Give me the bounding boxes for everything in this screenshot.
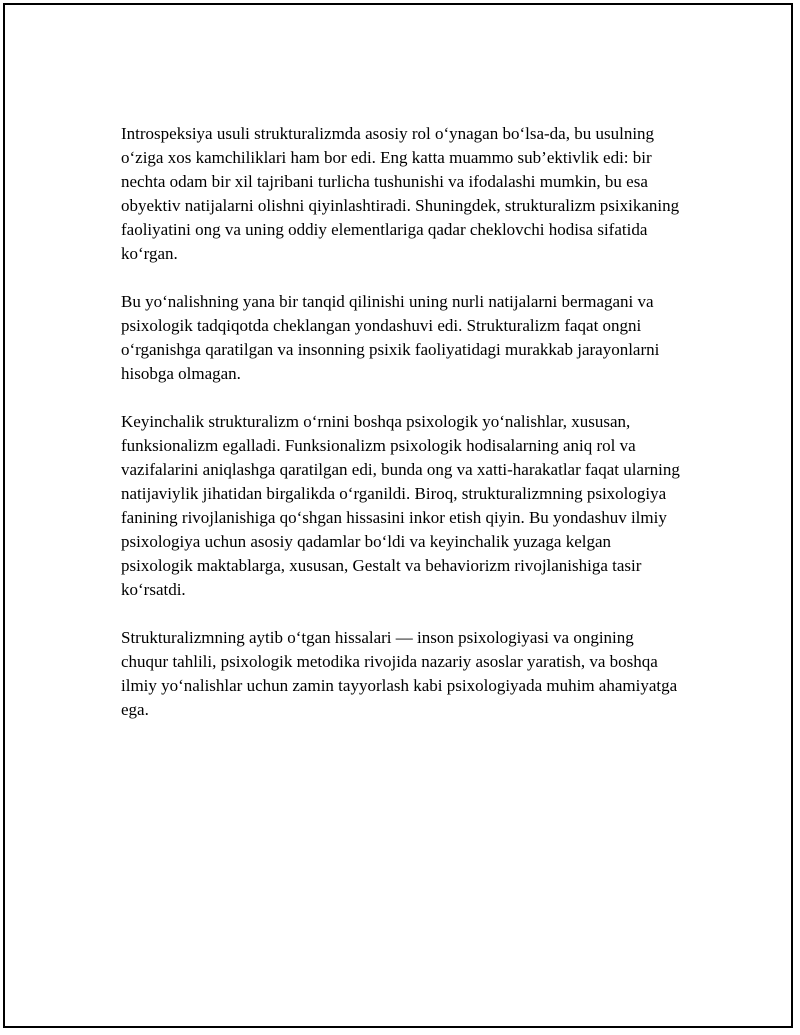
document-body <box>121 122 681 746</box>
paragraph-2: Bu yo‘nalishning yana bir tanqid qilinishi uning nurli natijalarni bermagani va psixologik tadqiqotda cheklangan yondashuvi edi. Strukturalizm faqat ongni o‘rganishga qaratilgan va insonning psixik faoliyatidagi murakkab jarayonlarni hisobga olmagan. <box>121 292 660 383</box>
paragraph-3: Keyinchalik strukturalizm o‘rnini boshqa psixologik yo‘nalishlar, xususan, funksionalizm egalladi. Funksionalizm psixologik hodisalarning aniq rol va vazifalarini aniqlashga qaratilgan edi, bunda ong va xatti-harakatlar faqat ularning natijaviylik jihatidan birgalikda o‘rganildi. Biroq, strukturalizmning psixologiya fanining rivojlanishiga qo‘shgan hissasini inkor etish qiyin. Bu yondashuv ilmiy psixologiya uchun asosiy qadamlar bo‘ldi va keyinchalik yuzaga kelgan psixologik maktablarga, xususan, Gestalt va behaviorizm rivojlanishiga tasir ko‘rsatdi. <box>121 412 680 599</box>
paragraph-1: Introspeksiya usuli strukturalizmda asosiy rol o‘ynagan bo‘lsa-da, bu usulning o‘ziga xos kamchiliklari ham bor edi. Eng katta muammo sub’ektivlik edi: bir nechta odam bir xil tajribani turlicha tushunishi va ifodalashi mumkin, bu esa obyektiv natijalarni olishni qiyinlashtiradi. Shuningdek, strukturalizm psixikaning faoliyatini ong va uning oddiy elementlariga qadar cheklovchi hodisa sifatida ko‘rgan. <box>121 124 680 263</box>
document-page <box>3 3 793 1028</box>
paragraph-4: Strukturalizmning aytib o‘tgan hissalari — inson psixologiyasi va ongining chuqur tahlili, psixologik metodika rivojida nazariy asoslar yaratish, va boshqa ilmiy yo‘nalishlar uchun zamin tayyorlash kabi psixologiyada muhim ahamiyatga ega. <box>121 628 678 719</box>
